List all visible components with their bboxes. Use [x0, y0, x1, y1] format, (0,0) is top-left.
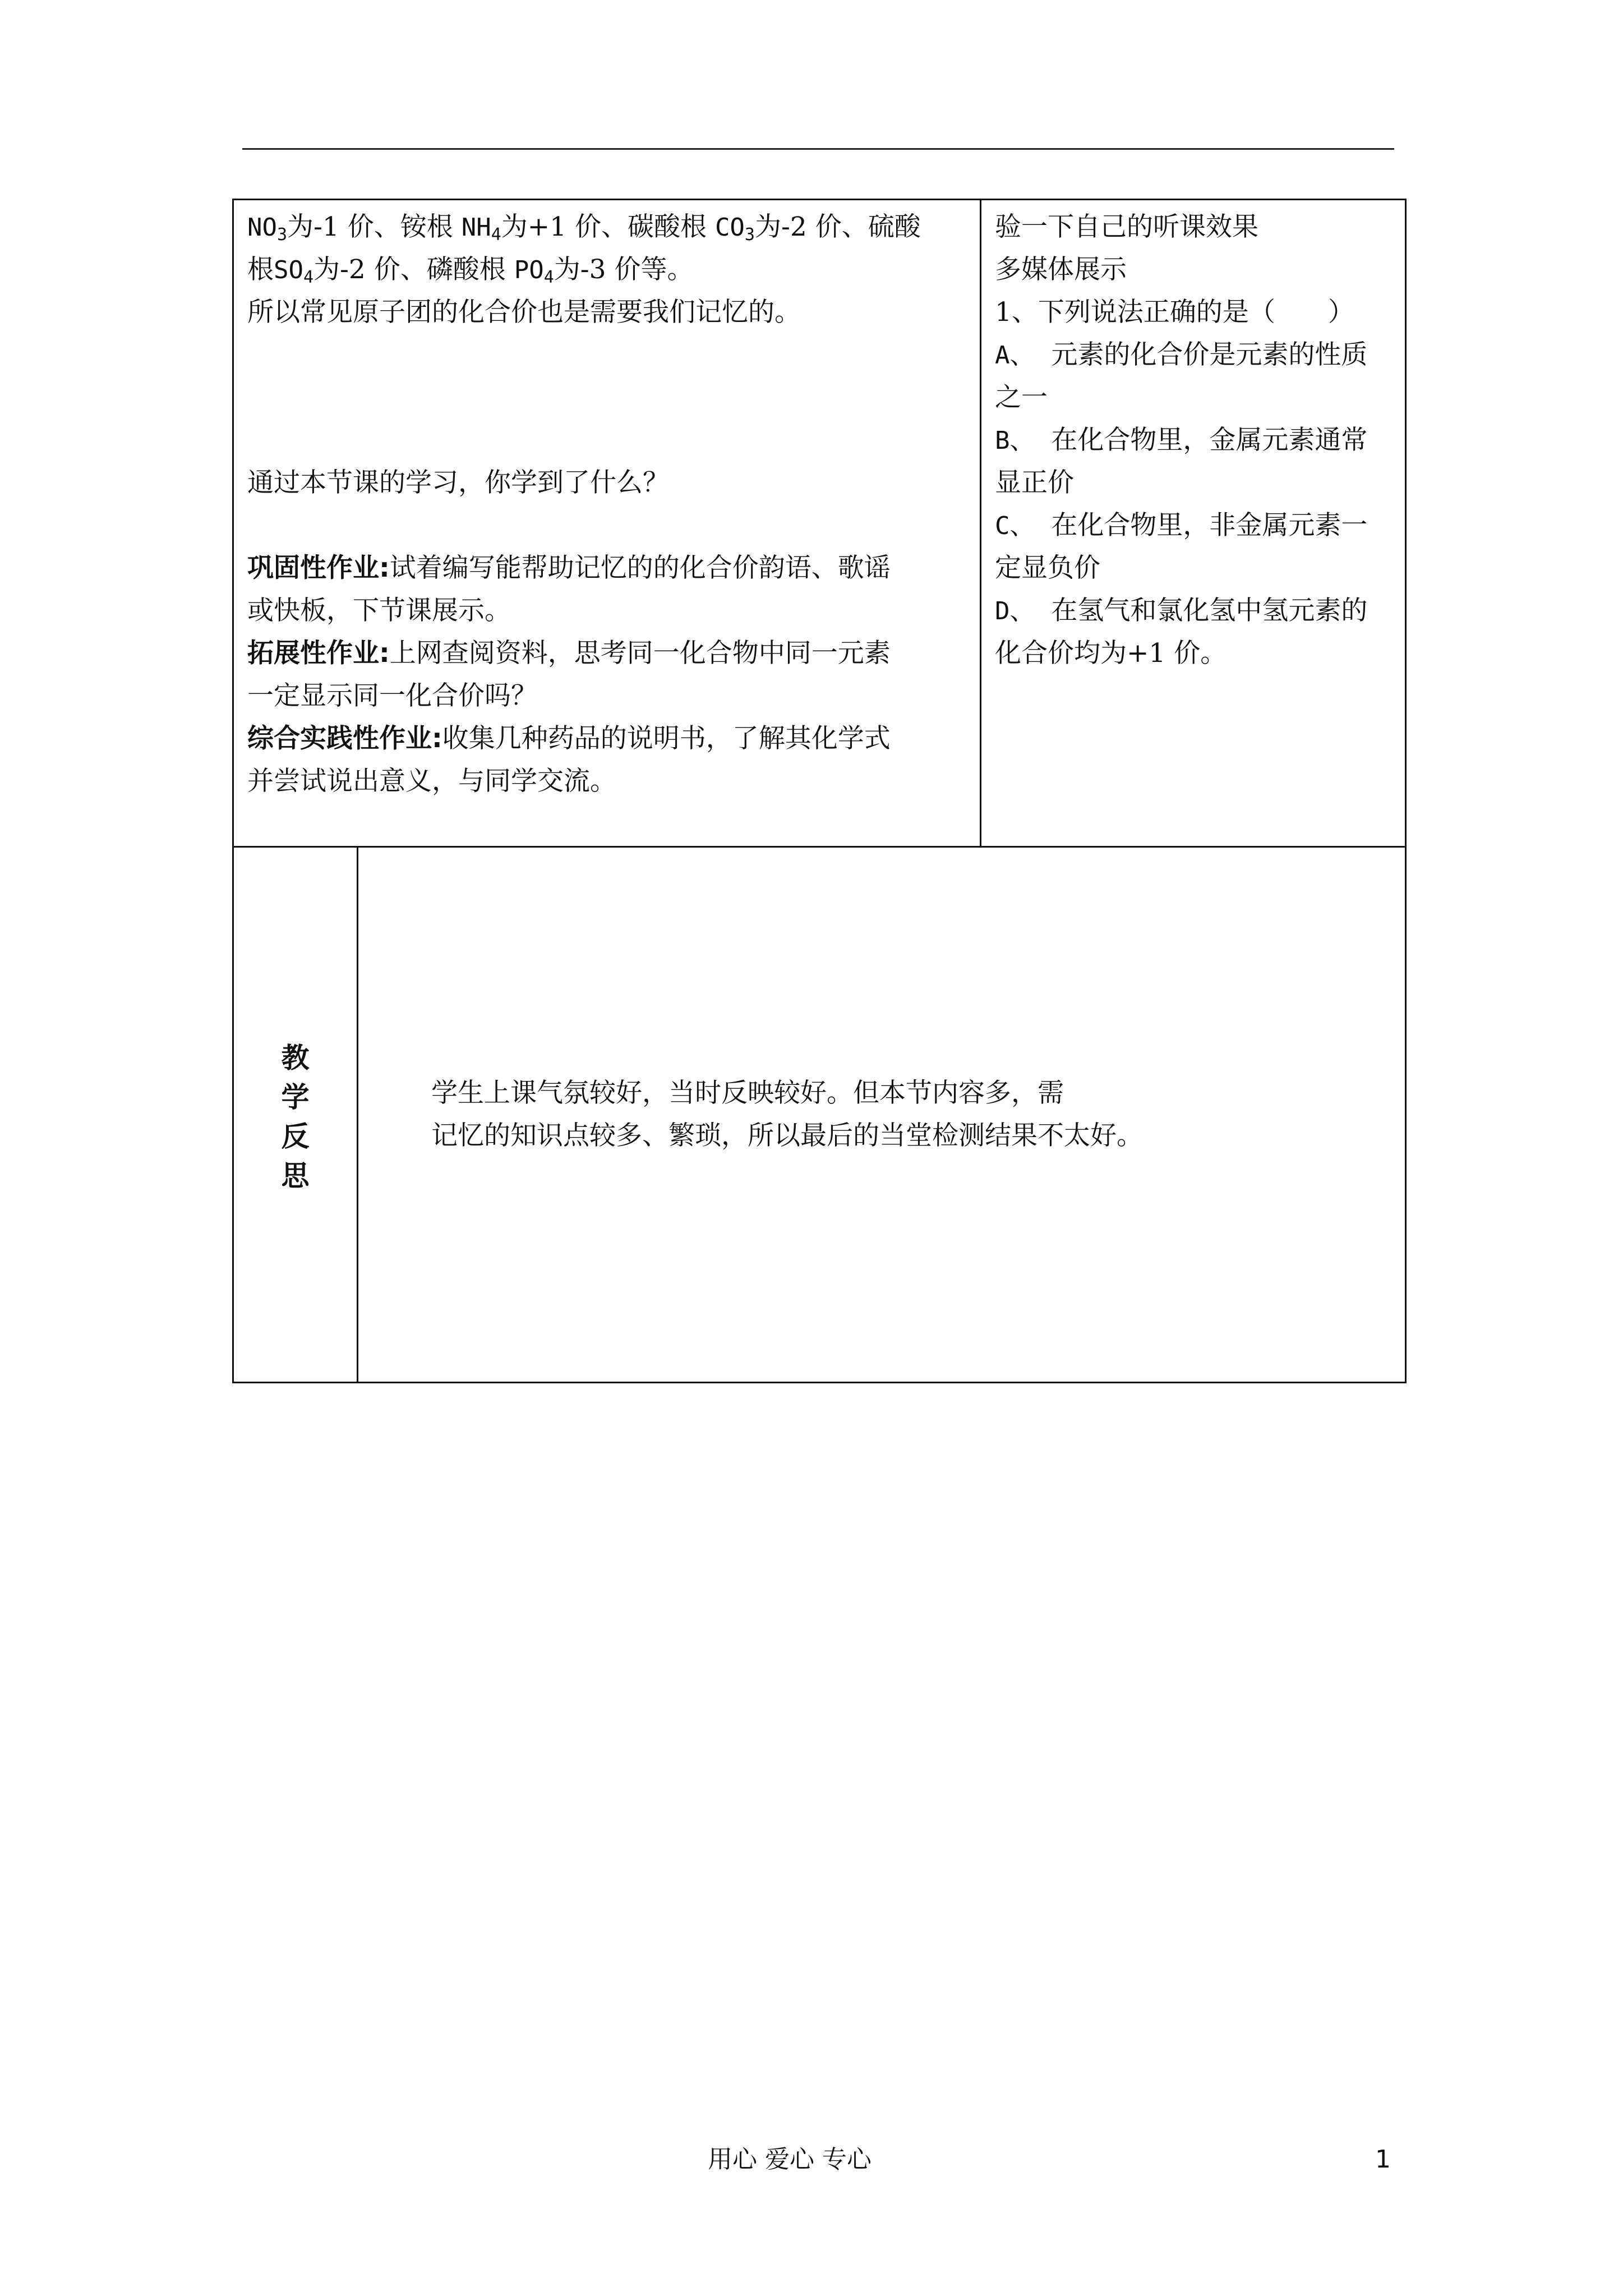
left-content-cell — [232, 199, 981, 848]
homework-consolidate-line-2: 或快板，下节课展示。 — [247, 595, 511, 626]
homework-consolidate-line-1: 巩固性作业:试着编写能帮助记忆的的化合价韵语、歌谣 — [247, 553, 891, 583]
summary-question: 通过本节课的学习，你学到了什么？ — [247, 467, 669, 498]
homework-practice-line-2: 并尝试说出意义，与同学交流。 — [247, 766, 616, 797]
option-d-line-2: 化合价均为+1 价。 — [995, 638, 1227, 669]
homework-practice-line-1: 综合实践性作业:收集几种药品的说明书，了解其化学式 — [247, 723, 891, 754]
option-c-line-2: 定显负价 — [995, 553, 1100, 583]
reflection-label-char: 教 — [281, 1042, 310, 1074]
page-number: 1 — [1375, 2145, 1391, 2174]
reflection-label-char: 思 — [281, 1159, 310, 1192]
option-d-line-1: D、 在氢气和氯化氢中氢元素的 — [995, 595, 1368, 626]
question-1: 1、下列说法正确的是（ ） — [995, 297, 1354, 328]
self-check-heading: 验一下自己的听课效果 — [995, 211, 1258, 242]
ion-valence-line-1: $NO_3$为-1 价、铵根 $NH_4$为+1 价、碳酸根 $CO_3$为-2 价、硫酸 — [247, 211, 921, 245]
option-a-line-2: 之一 — [995, 382, 1048, 413]
homework-consolidate-label: 巩固性作业: — [247, 553, 390, 583]
option-a-label: A、 — [995, 341, 1035, 370]
reflection-label-char: 学 — [281, 1081, 310, 1114]
ion-valence-line-2: 根$SO_4$为-2 价、磷酸根 $PO_4$为-3 价等。 — [247, 254, 694, 287]
option-c-line-1: C、 在化合物里，非金属元素一 — [995, 510, 1368, 541]
reflection-label-cell — [232, 846, 358, 1383]
option-b-line-2: 显正价 — [995, 467, 1074, 498]
right-content-cell — [980, 199, 1407, 848]
lesson-table — [232, 199, 1407, 1383]
memorize-note: 所以常见原子团的化合价也是需要我们记忆的。 — [247, 297, 801, 328]
homework-extend-line-1: 拓展性作业:上网查阅资料，思考同一化合物中同一元素 — [247, 638, 891, 669]
reflection-label-char: 反 — [281, 1120, 310, 1153]
reflection-line-2: 记忆的知识点较多、繁琐，所以最后的当堂检测结果不太好。 — [431, 1120, 1143, 1151]
option-b-line-1: B、 在化合物里，金属元素通常 — [995, 425, 1368, 455]
option-b-label: B、 — [995, 426, 1035, 455]
option-a-line-1: A、 元素的化合价是元素的性质 — [995, 339, 1368, 370]
reflection-line-1: 学生上课气氛较好，当时反映较好。但本节内容多，需 — [431, 1078, 1064, 1108]
homework-extend-line-2: 一定显示同一化合价吗？ — [247, 680, 537, 711]
footer-motto: 用心 爱心 专心 — [708, 2145, 872, 2174]
header-rule — [242, 148, 1394, 150]
option-d-label: D、 — [995, 597, 1035, 625]
option-c-label: C、 — [995, 512, 1035, 540]
homework-practice-label: 综合实践性作业: — [247, 723, 442, 754]
reflection-content-cell — [357, 846, 1407, 1383]
homework-extend-label: 拓展性作业: — [247, 638, 390, 669]
multimedia-note: 多媒体展示 — [995, 254, 1127, 285]
